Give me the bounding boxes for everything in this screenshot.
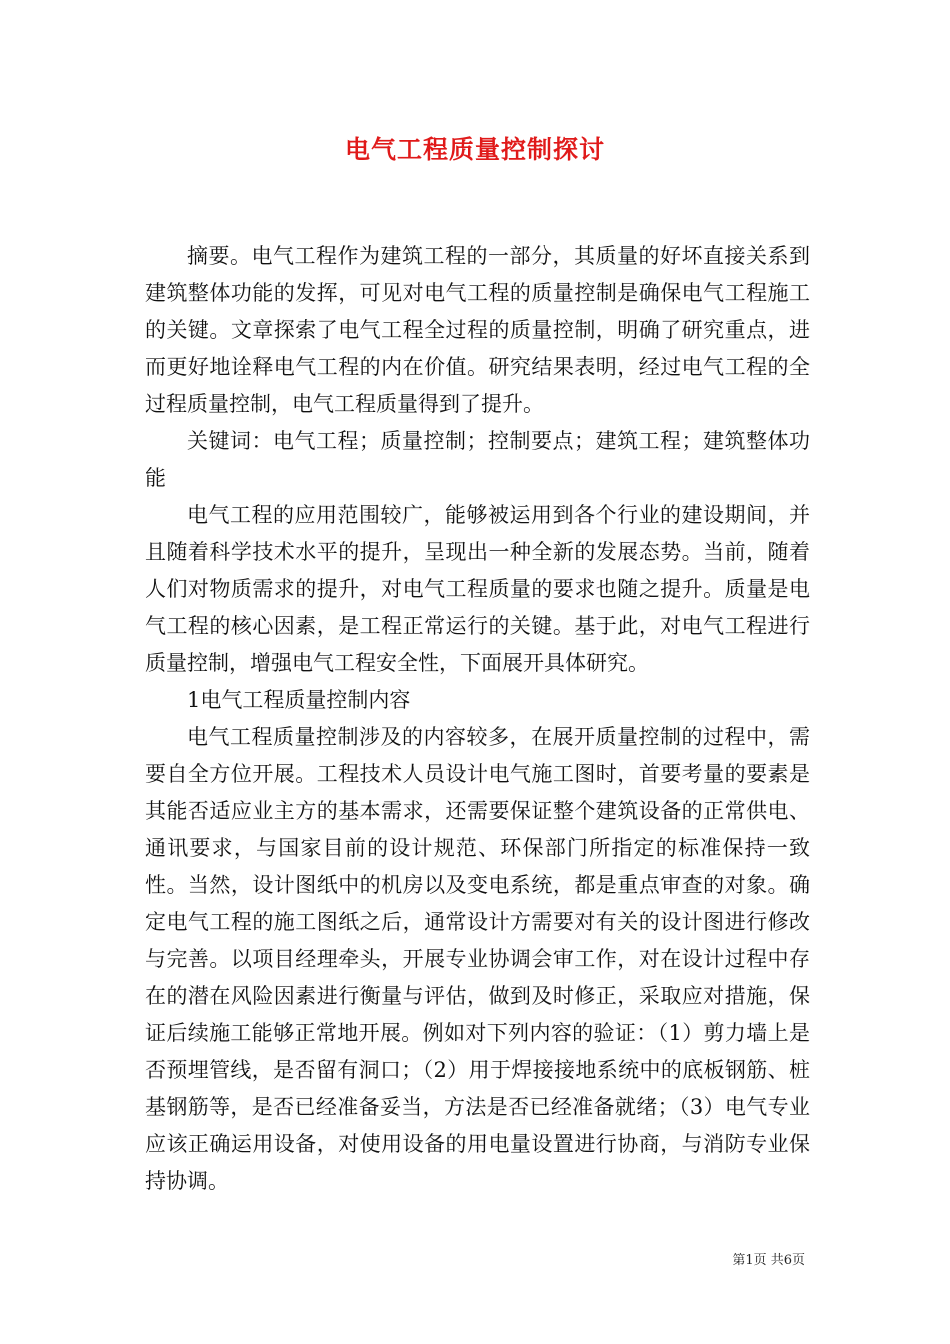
document-title: 电气工程质量控制探讨 [344, 135, 605, 164]
section-heading: 1电气工程质量控制内容 [187, 688, 411, 712]
section-paragraph: 电气工程质量控制涉及的内容较多，在展开质量控制的过程中，需要自全方位开展。工程技术人员设计电气施工图时，首要考量的要素是其能否适应业主方的基本需求，还需要保证整个建筑设备的正常供电、通讯要求，与国家目前的设计规范、环保部门所指定的标准保持一致性。当然，设计图纸中的机房以及变电系统，都是重点审查的对象。确定电气工程的施工图纸之后，通常设计方需要对有关的设计图进行修改与完善。以项目经理牵头，开展专业协调会审工作，对在设计过程中存在的潜在风险因素进行衡量与评估，做到及时修正，采取应对措施，保证后续施工能够正常地开展。例如对下列内容的验证：（1）剪力墙上是否预埋管线，是否留有洞口；（2）用于焊接接地系统中的底板钢筋、桩基钢筋等，是否已经准备妥当，方法是否已经准备就绪；（3）电气专业应该正确运用设备，对使用设备的用电量设置进行协商，与消防专业保持协调。 [145, 725, 810, 1193]
intro-paragraph: 电气工程的应用范围较广，能够被运用到各个行业的建设期间，并且随着科学技术水平的提升，呈现出一种全新的发展态势。当前，随着人们对物质需求的提升，对电气工程质量的要求也随之提升。质量是电气工程的核心因素，是工程正常运行的关键。基于此，对电气工程进行质量控制，增强电气工程安全性，下面展开具体研究。 [145, 503, 810, 675]
keywords-paragraph: 关键词：电气工程；质量控制；控制要点；建筑工程；建筑整体功能 [145, 429, 810, 490]
abstract-paragraph: 摘要。电气工程作为建筑工程的一部分，其质量的好坏直接关系到建筑整体功能的发挥，可见对电气工程的质量控制是确保电气工程施工的关键。文章探索了电气工程全过程的质量控制，明确了研究重点，进而更好地诠释电气工程的内在价值。研究结果表明，经过电气工程的全过程质量控制，电气工程质量得到了提升。 [145, 244, 810, 416]
document-body [145, 238, 810, 1200]
page-number-footer: 第1页 共6页 [732, 1253, 805, 1268]
